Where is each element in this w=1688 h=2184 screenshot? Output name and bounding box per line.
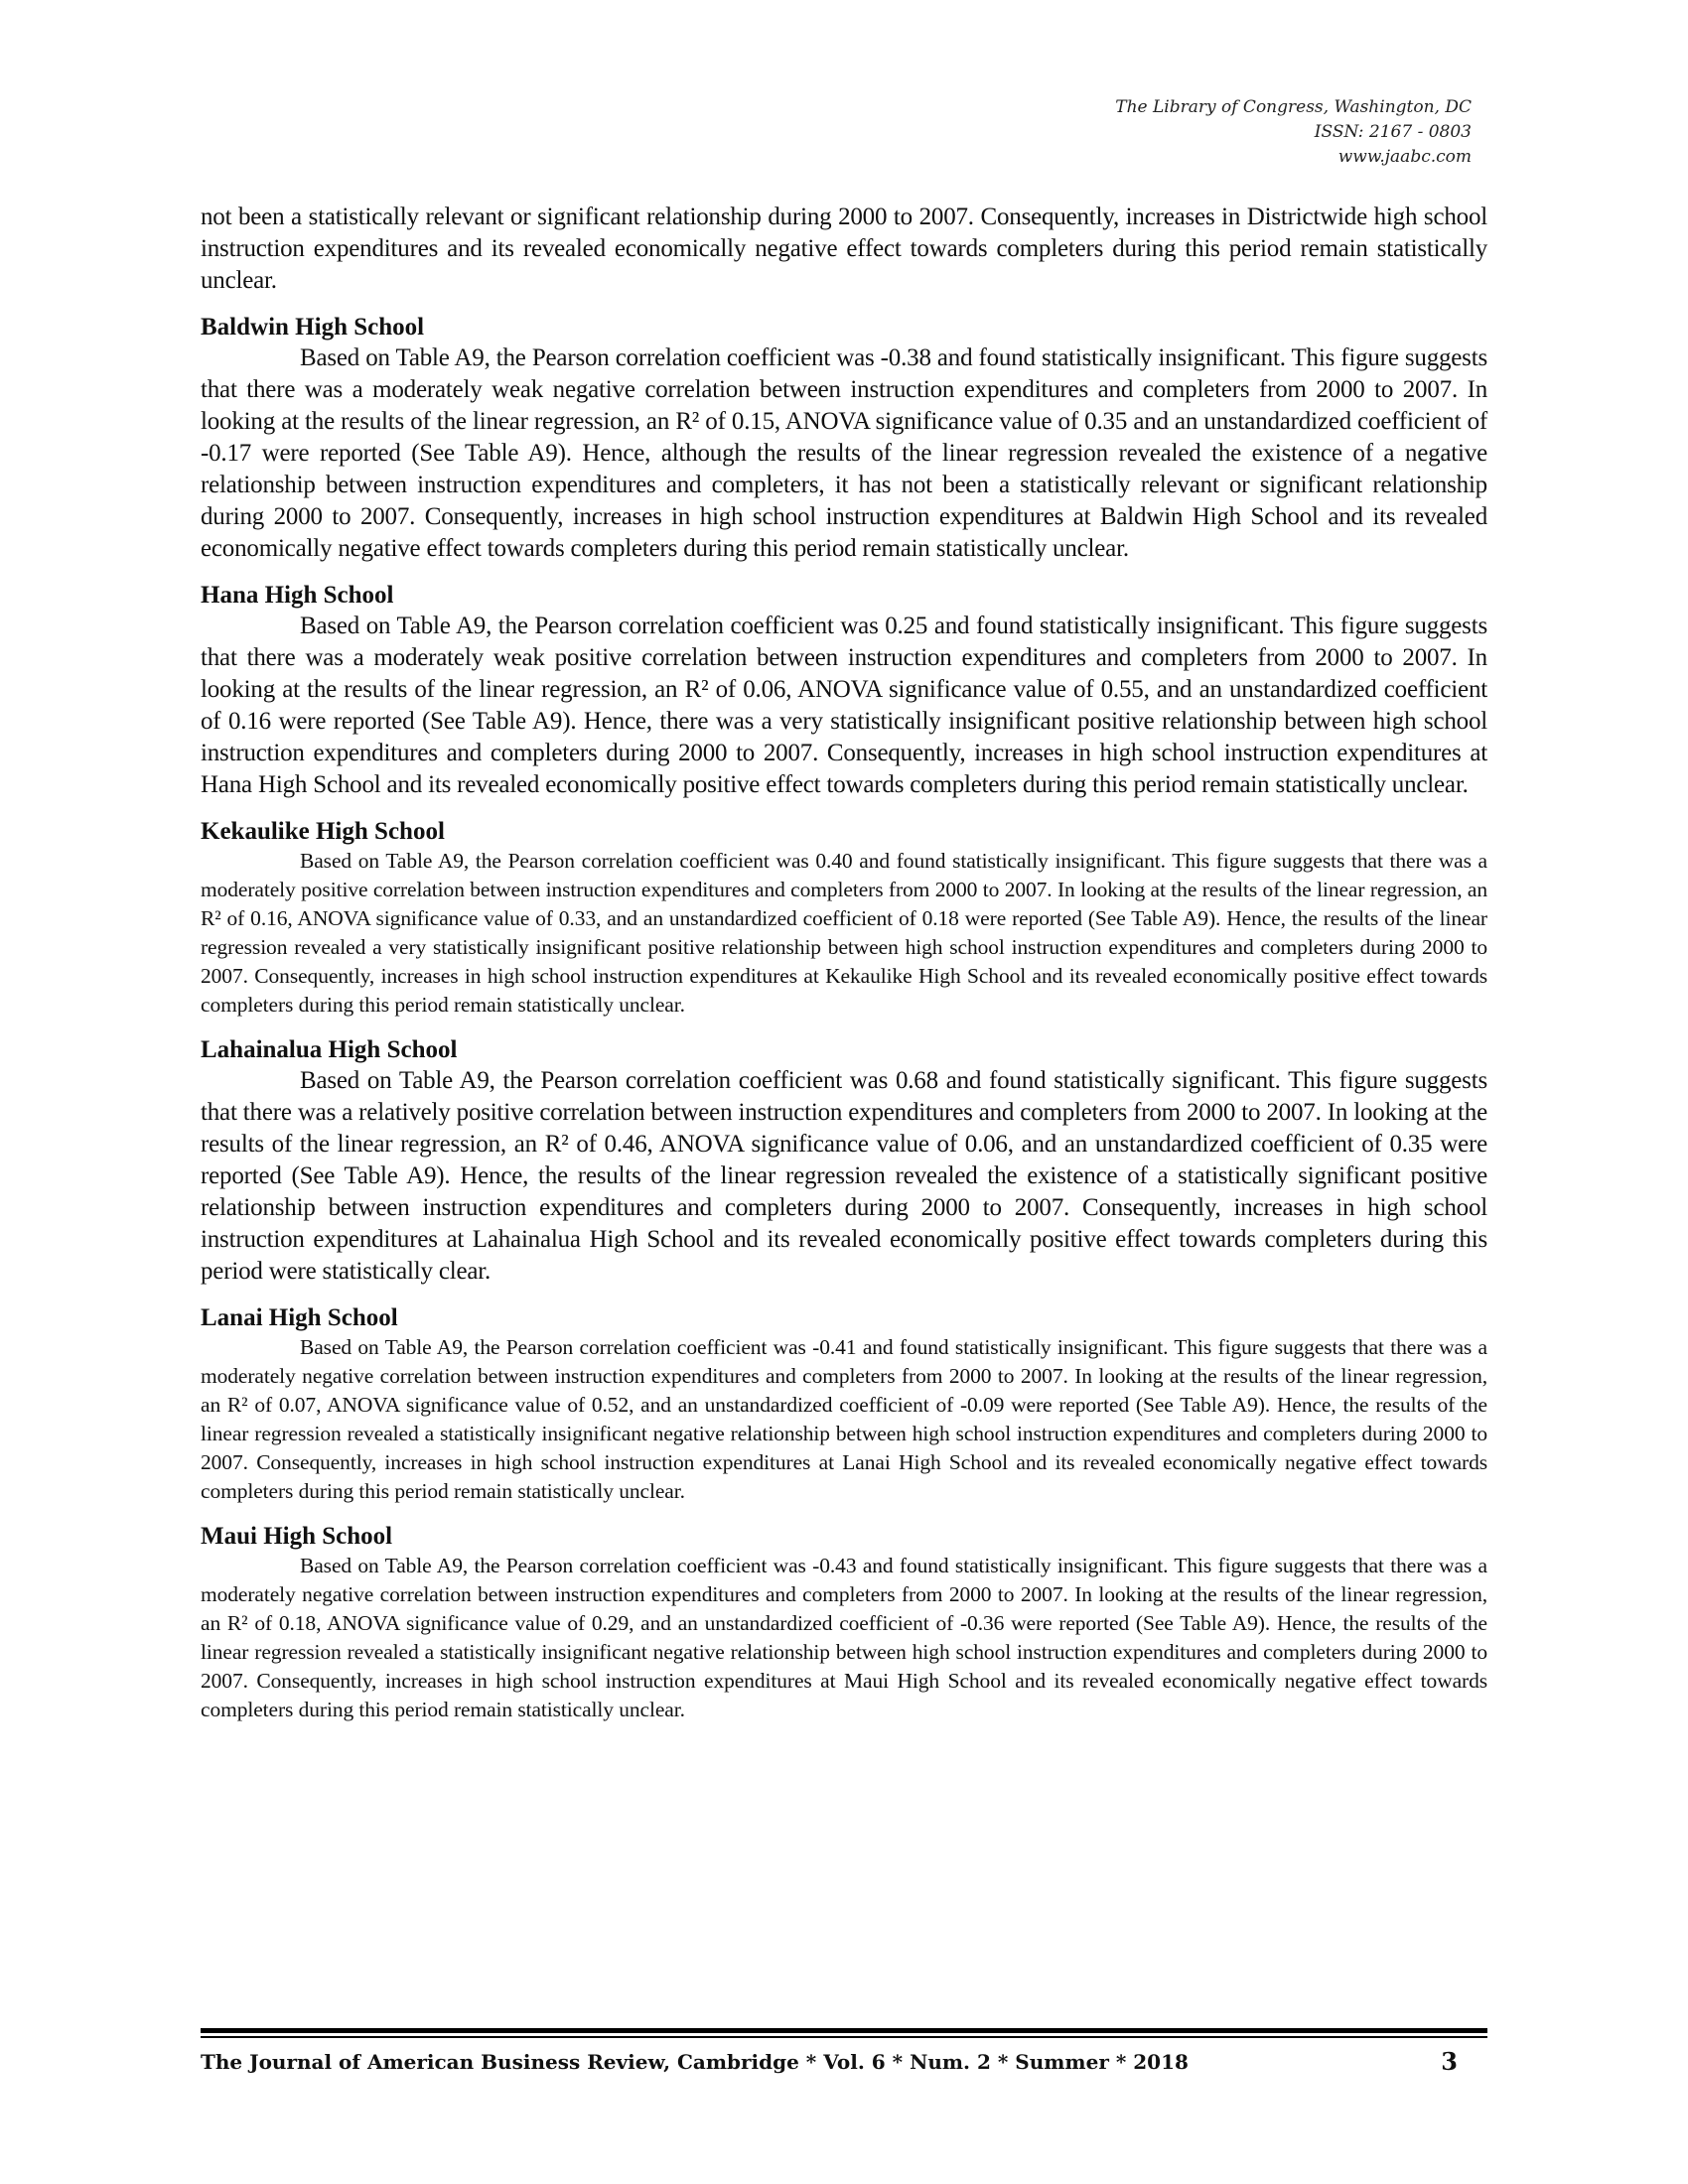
footer-divider-thin: [201, 2036, 1487, 2038]
footer-divider: [201, 2028, 1487, 2033]
section-heading: Kekaulike High School: [201, 818, 445, 845]
header-publisher: The Library of Congress, Washington, DC: [1115, 97, 1472, 117]
section-baldwin: [201, 312, 1487, 565]
section-heading: Maui High School: [201, 1523, 393, 1550]
page-body: [201, 202, 1487, 1724]
intro-paragraph: not been a statistically relevant or significant relationship during 2000 to 2007. Consequently, increases in Districtwide high school instruction expenditures and its revealed economically negative effect towards completers during this period remain statistically unclear.: [201, 204, 1487, 294]
section-paragraph: Based on Table A9, the Pearson correlation coefficient was -0.41 and found statistically insignificant. This figure suggests that there was a moderately negative correlation between instruction expenditures and completers from 2000 to 2007. In looking at the results of the linear regression, an R² of 0.07, ANOVA significance value of 0.52, and an unstandardized coefficient of -0.09 were reported (See Table A9). Hence, the results of the linear regression revealed a statistically insignificant negative relationship between high school instruction expenditures and completers during 2000 to 2007. Consequently, increases in high school instruction expenditures at Lanai High School and its revealed economically negative effect towards completers during this period remain statistically unclear.: [201, 1335, 1487, 1503]
section-heading: Hana High School: [201, 582, 394, 609]
section-paragraph: Based on Table A9, the Pearson correlation coefficient was 0.40 and found statistically insignificant. This figure suggests that there was a moderately positive correlation between instruction expenditures and completers from 2000 to 2007. In looking at the results of the linear regression, an R² of 0.16, ANOVA significance value of 0.33, and an unstandardized coefficient of 0.18 were reported (See Table A9). Hence, the results of the linear regression revealed a very statistically insignificant positive relationship between high school instruction expenditures and completers during 2000 to 2007. Consequently, increases in high school instruction expenditures at Kekaulike High School and its revealed economically positive effect towards completers during this period remain statistically unclear.: [201, 849, 1487, 1017]
section-paragraph: Based on Table A9, the Pearson correlation coefficient was -0.43 and found statistically insignificant. This figure suggests that there was a moderately negative correlation between instruction expenditures and completers from 2000 to 2007. In looking at the results of the linear regression, an R² of 0.18, ANOVA significance value of 0.29, and an unstandardized coefficient of -0.36 were reported (See Table A9). Hence, the results of the linear regression revealed a statistically insignificant negative relationship between high school instruction expenditures and completers during 2000 to 2007. Consequently, increases in high school instruction expenditures at Maui High School and its revealed economically negative effect towards completers during this period remain statistically unclear.: [201, 1554, 1487, 1721]
section-lahainalua: [201, 1034, 1487, 1288]
section-heading: Lahainalua High School: [201, 1036, 458, 1063]
page-number: 3: [1441, 2047, 1458, 2076]
section-kekaulike: [201, 816, 1487, 1020]
section-maui: [201, 1521, 1487, 1724]
section-paragraph: Based on Table A9, the Pearson correlation coefficient was 0.68 and found statistically significant. This figure suggests that there was a relatively positive correlation between instruction expenditures and completers from 2000 to 2007. In looking at the results of the linear regression, an R² of 0.46, ANOVA significance value of 0.06, and an unstandardized coefficient of 0.35 were reported (See Table A9). Hence, the results of the linear regression revealed the existence of a statistically significant positive relationship between instruction expenditures and completers during 2000 to 2007. Consequently, increases in high school instruction expenditures at Lahainalua High School and its revealed economically positive effect towards completers during this period were statistically clear.: [201, 1067, 1487, 1285]
footer-journal-citation: The Journal of American Business Review, Cambridge * Vol. 6 * Num. 2 * Summer * 2018: [201, 2050, 1189, 2074]
header-issn: ISSN: 2167 - 0803: [1314, 122, 1472, 142]
section-heading: Baldwin High School: [201, 314, 425, 341]
section-paragraph: Based on Table A9, the Pearson correlation coefficient was -0.38 and found statistically insignificant. This figure suggests that there was a moderately weak negative correlation between instruction expenditures and completers from 2000 to 2007. In looking at the results of the linear regression, an R² of 0.15, ANOVA significance value of 0.35 and an unstandardized coefficient of -0.17 were reported (See Table A9). Hence, although the results of the linear regression revealed the existence of a negative relationship between instruction expenditures and completers, it has not been a statistically relevant or significant relationship during 2000 to 2007. Consequently, increases in high school instruction expenditures at Baldwin High School and its revealed economically negative effect towards completers during this period remain statistically unclear.: [201, 344, 1487, 562]
section-heading: Lanai High School: [201, 1304, 398, 1331]
page-header: [876, 95, 1472, 170]
section-paragraph: Based on Table A9, the Pearson correlation coefficient was 0.25 and found statistically insignificant. This figure suggests that there was a moderately weak positive correlation between instruction expenditures and completers from 2000 to 2007. In looking at the results of the linear regression, an R² of 0.06, ANOVA significance value of 0.55, and an unstandardized coefficient of 0.16 were reported (See Table A9). Hence, there was a very statistically insignificant positive relationship between high school instruction expenditures and completers during 2000 to 2007. Consequently, increases in high school instruction expenditures at Hana High School and its revealed economically positive effect towards completers during this period remain statistically unclear.: [201, 613, 1487, 798]
header-website: www.jaabc.com: [1337, 147, 1472, 167]
section-hana: [201, 580, 1487, 801]
page-footer: [201, 2045, 1487, 2081]
section-lanai: [201, 1302, 1487, 1506]
